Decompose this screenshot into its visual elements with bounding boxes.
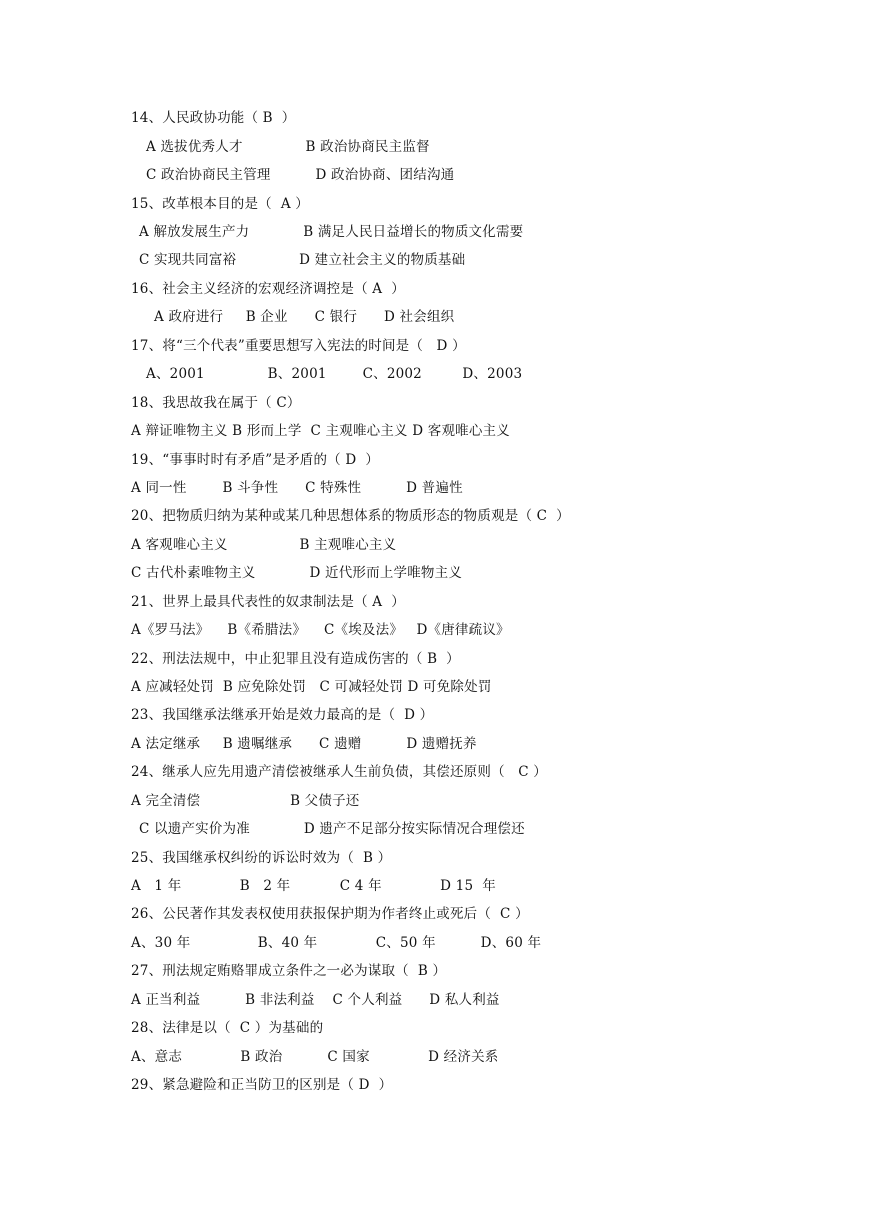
question-29: 29、紧急避险和正当防卫的区别是（ D ） (131, 1077, 393, 1093)
question-17: 17、将“三个代表”重要思想写入宪法的时间是（ D ） (131, 338, 466, 354)
question-15: 15、改革根本目的是（ A ） (131, 196, 310, 212)
question-14: 14、人民政协功能（ B ） (131, 110, 296, 126)
question-25-options: A 1 年 B 2 年 C 4 年 D 15 年 (131, 878, 496, 894)
question-24-options-cd: C 以遗产实价为准 D 遗产不足部分按实际情况合理偿还 (139, 821, 525, 837)
question-18: 18、我思故我在属于（ C） (131, 395, 301, 411)
question-21: 21、世界上最具代表性的奴隶制法是（ A ） (131, 594, 405, 610)
question-23: 23、我国继承法继承开始是效力最高的是（ D ） (131, 707, 434, 723)
question-23-options: A 法定继承 B 遗嘱继承 C 遗赠 D 遗赠抚养 (131, 736, 477, 752)
question-20-options-ab: A 客观唯心主义 B 主观唯心主义 (131, 537, 397, 553)
question-16-options: A 政府进行 B 企业 C 银行 D 社会组织 (154, 309, 455, 325)
question-28: 28、法律是以（ C ）为基础的 (131, 1020, 324, 1036)
question-14-options-ab: A 选拔优秀人才 B 政治协商民主监督 (146, 139, 430, 155)
question-16: 16、社会主义经济的宏观经济调控是（ A ） (131, 281, 405, 297)
question-14-options-cd: C 政治协商民主管理 D 政治协商、团结沟通 (146, 167, 455, 183)
question-22-options: A 应减轻处罚 B 应免除处罚 C 可减轻处罚 D 可免除处罚 (131, 679, 492, 695)
question-24: 24、继承人应先用遗产清偿被继承人生前负债，其偿还原则（ C ） (131, 764, 547, 780)
question-19-options: A 同一性 B 斗争性 C 特殊性 D 普遍性 (131, 480, 463, 496)
question-15-options-cd: C 实现共同富裕 D 建立社会主义的物质基础 (139, 252, 466, 268)
question-17-options: A、2001 B、2001 C、2002 D、2003 (146, 366, 523, 382)
question-27: 27、刑法规定贿赂罪成立条件之一必为谋取（ B ） (131, 963, 447, 979)
question-18-options: A 辩证唯物主义 B 形而上学 C 主观唯心主义 D 客观唯心主义 (131, 423, 510, 439)
question-20-options-cd: C 古代朴素唯物主义 D 近代形而上学唯物主义 (131, 565, 463, 581)
question-15-options-ab: A 解放发展生产力 B 满足人民日益增长的物质文化需要 (139, 224, 524, 240)
question-26: 26、公民著作其发表权使用获报保护期为作者终止或死后（ C ） (131, 906, 529, 922)
question-25: 25、我国继承权纠纷的诉讼时效为（ B ） (131, 850, 392, 866)
question-28-options: A、意志 B 政治 C 国家 D 经济关系 (131, 1049, 499, 1065)
question-27-options: A 正当利益 B 非法利益 C 个人利益 D 私人利益 (131, 992, 500, 1008)
question-19: 19、“事事时时有矛盾”是矛盾的（ D ） (131, 452, 380, 468)
question-22: 22、刑法法规中，中止犯罪且没有造成伤害的（ B ） (131, 651, 460, 667)
question-26-options: A、30 年 B、40 年 C、50 年 D、60 年 (131, 935, 542, 951)
question-24-options-ab: A 完全清偿 B 父债子还 (131, 793, 360, 809)
question-21-options: A《罗马法》 B《希腊法》 C《埃及法》 D《唐律疏议》 (131, 622, 510, 638)
question-20: 20、把物质归纳为某种或某几种思想体系的物质形态的物质观是（ C ） (131, 508, 570, 524)
